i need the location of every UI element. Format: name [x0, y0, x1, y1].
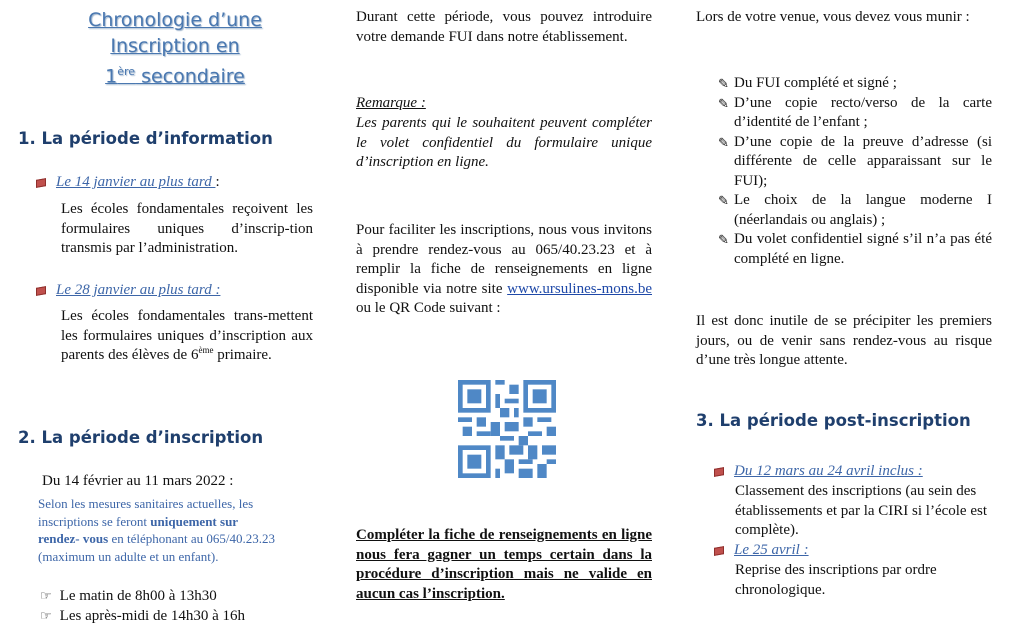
- list-item: ✎ Du FUI complété et signé ;: [718, 74, 992, 94]
- pencil-icon: ✎: [718, 134, 729, 150]
- list-item: ✎ D’une copie recto/verso de la carte d’identité de l’enfant ;: [718, 94, 992, 133]
- section2-heading: 2. La période d’inscription: [18, 428, 264, 447]
- section3-text-b: Reprise des inscriptions par ordre chronologique.: [735, 562, 937, 598]
- section2-note: Selon les mesures sanitaires actuelles, les inscriptions se feront uniquement sur rendez- vous en téléphonant au 065/40.23.23 (maximum un adulte et un enfant).: [38, 496, 275, 564]
- list-item: ✎ D’une copie de la preuve d’adresse (si différente de celle apparaissant sur le FUI);: [718, 133, 992, 192]
- pointing-hand-icon: ☞: [40, 608, 52, 623]
- pointing-hand-icon: ☞: [40, 588, 52, 603]
- brochure-title: [62, 7, 288, 89]
- section1-text1: Les écoles fondamentales reçoivent les formulaires uniques d’inscrip-tion transmis par l’administration.: [61, 201, 313, 256]
- book-bullet-icon: [36, 178, 46, 188]
- website-link[interactable]: www.ursulines-mons.be: [507, 280, 652, 297]
- section3-date-b: Le 25 avril :: [714, 541, 994, 561]
- remark-label: Remarque :: [356, 95, 426, 111]
- remark-text: Les parents qui le souhaitent peuvent compléter le volet confidentiel du formulaire unique d’inscription en ligne.: [356, 115, 652, 170]
- pencil-icon: ✎: [718, 193, 729, 208]
- pencil-icon: ✎: [718, 232, 729, 247]
- book-bullet-icon: [36, 286, 46, 296]
- col3-intro: Lors de votre venue, vous devez vous munir :: [696, 9, 970, 25]
- pencil-icon: ✎: [718, 95, 729, 111]
- book-bullet-icon: [714, 546, 724, 556]
- section1-heading: 1. La période d’information: [18, 129, 273, 148]
- section1-date2: Le 28 janvier au plus tard :: [36, 281, 326, 301]
- qr-code-icon[interactable]: [458, 380, 556, 478]
- list-item: ✎ Du volet confidentiel signé s’il n’a pas été complété en ligne.: [718, 230, 992, 269]
- time-slot-afternoon: ☞ Les après-midi de 14h30 à 16h: [40, 608, 246, 624]
- title-line-2: Inscription en: [110, 35, 240, 57]
- title-line-1: Chronologie d’une: [88, 9, 262, 31]
- title-line-3: 1ère secondaire: [105, 65, 245, 88]
- col2-bold-note: Compléter la fiche de renseignements en ligne nous fera gagner un temps certain dans la procédure d’inscription mais ne valide en aucun cas l’inscription.: [356, 527, 652, 602]
- section1-date1: Le 14 janvier au plus tard :: [36, 173, 326, 193]
- pencil-icon: ✎: [718, 76, 729, 91]
- book-bullet-icon: [714, 467, 724, 477]
- required-documents-list: [718, 74, 992, 269]
- section3-text-a: Classement des inscriptions (au sein des établissements et par la CIRI si l’école est complète).: [735, 483, 988, 538]
- col3-warning: Il est donc inutile de se précipiter les premiers jours, ou de venir sans rendez-vous au risque d’une très longue attente.: [696, 313, 992, 368]
- section2-dates: Du 14 février au 11 mars 2022 :: [42, 473, 234, 489]
- section1-text2: Les écoles fondamentales trans-mettent les formulaires uniques d’inscription aux parents des élèves de 6ème primaire.: [61, 308, 313, 363]
- section3-heading: 3. La période post-inscription: [696, 411, 971, 430]
- col2-intro: Durant cette période, vous pouvez introduire votre demande FUI dans notre établissement.: [356, 9, 652, 45]
- col2-invite: Pour faciliter les inscriptions, nous vous invitons à prendre rendez-vous au 065/40.23.23 et à remplir la fiche de renseignements en ligne disponible via notre site www.ursulines-mons.be ou le QR Code suivant :: [356, 222, 652, 316]
- time-slot-morning: ☞ Le matin de 8h00 à 13h30: [40, 588, 217, 604]
- section3-date-a: Du 12 mars au 24 avril inclus :: [714, 462, 994, 482]
- list-item: ✎ Le choix de la langue moderne I (néerlandais ou anglais) ;: [718, 191, 992, 230]
